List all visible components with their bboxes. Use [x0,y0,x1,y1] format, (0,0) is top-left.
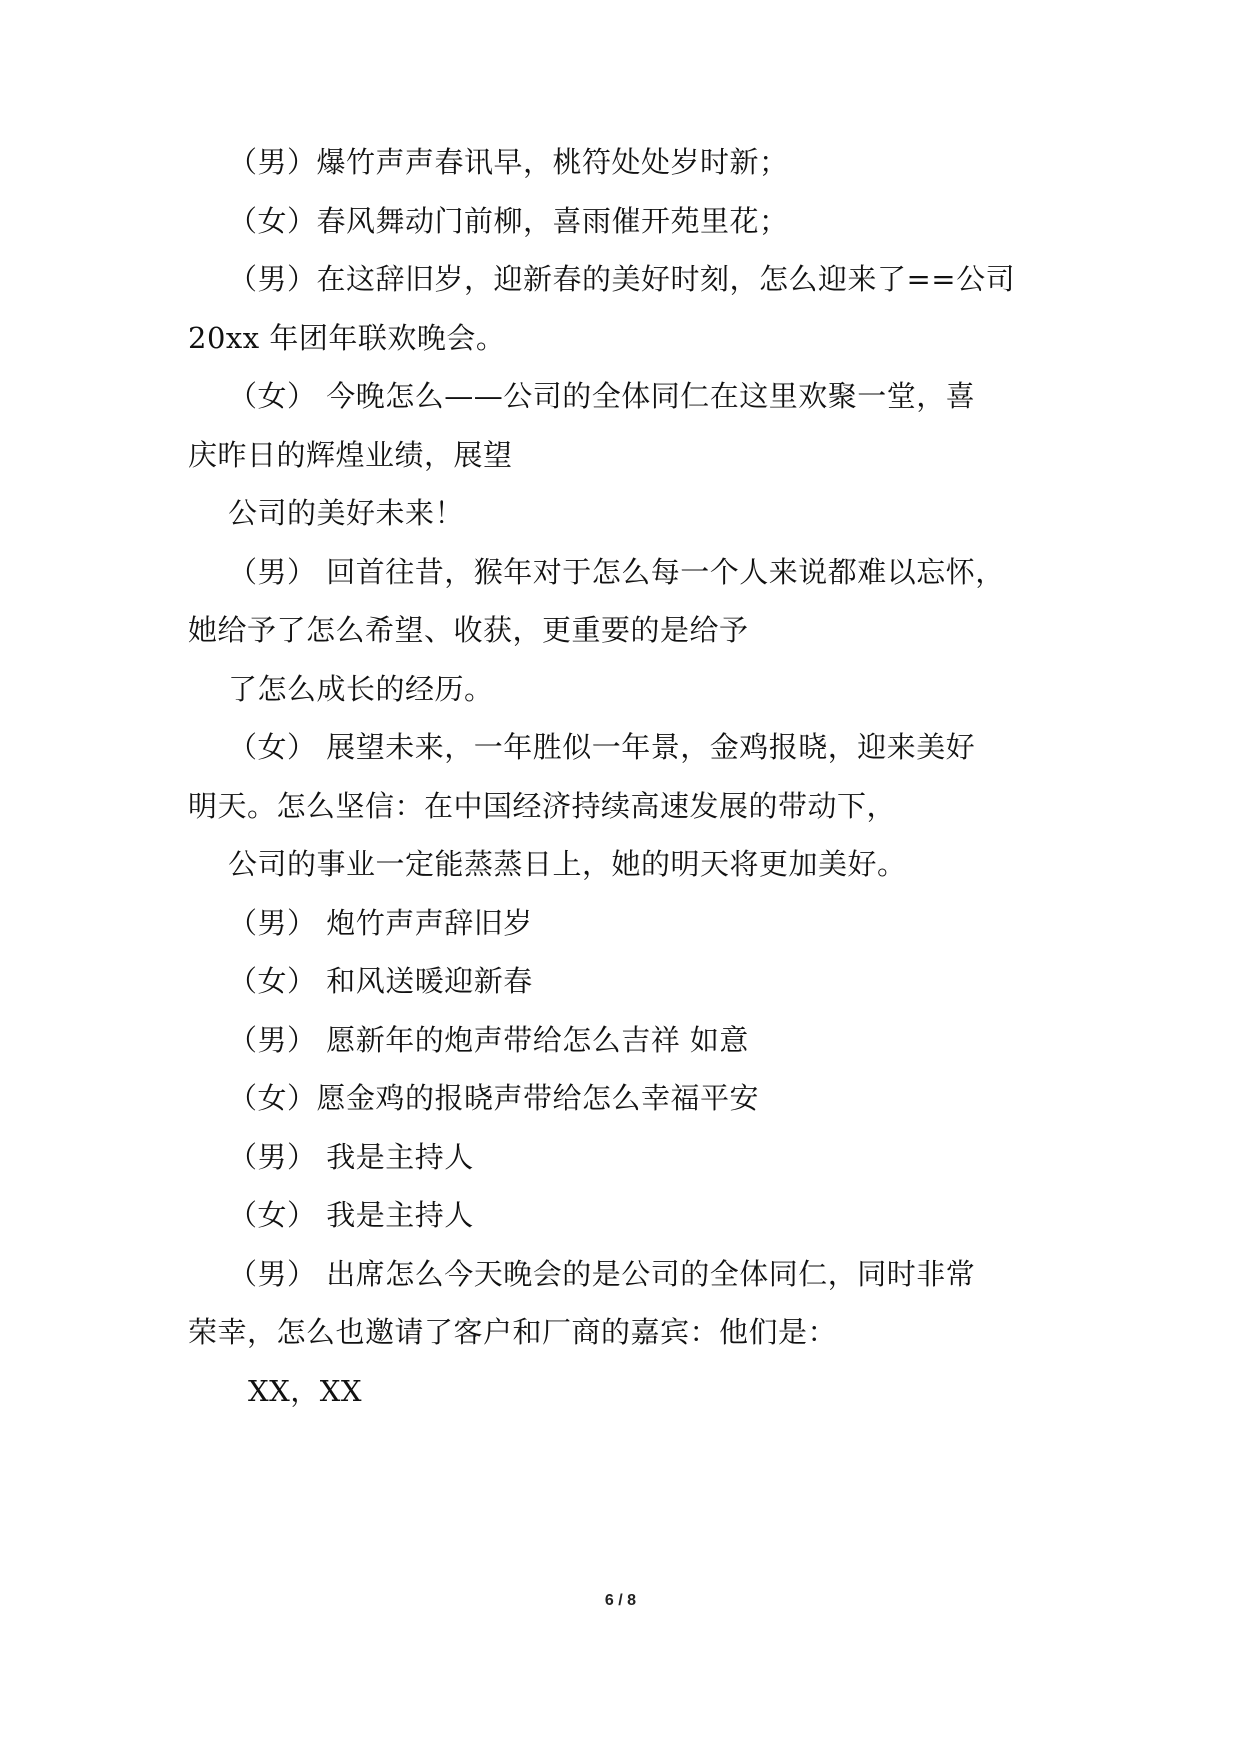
text-line: （男） 我是主持人 [228,1140,474,1174]
text-line: 她给予了怎么希望、收获，更重要的是给予 [188,613,749,647]
text-line: （女） 今晚怎么——公司的全体同仁在这里欢聚一堂，喜 [228,379,976,413]
text-line: 荣幸，怎么也邀请了客户和厂商的嘉宾：他们是： [188,1315,838,1349]
text-line: （男） 愿新年的炮声带给怎么吉祥 如意 [228,1023,749,1057]
text-line: XX，XX [248,1374,363,1408]
text-line: 公司的美好未来！ [228,496,465,530]
text-line: 20xx 年团年联欢晚会。 [188,321,506,355]
text-line: 庆昨日的辉煌业绩，展望 [188,438,513,472]
text-line: 了怎么成长的经历。 [228,672,494,706]
text-line: （女） 我是主持人 [228,1198,474,1232]
text-line: （男）在这辞旧岁，迎新春的美好时刻，怎么迎来了==公司 [228,262,1016,296]
text-line: （男） 回首往昔，猴年对于怎么每一个人来说都难以忘怀， [228,555,1005,589]
text-line: （男） 出席怎么今天晚会的是公司的全体同仁，同时非常 [228,1257,976,1291]
text-line: （女）春风舞动门前柳，喜雨催开苑里花； [228,204,789,238]
text-line: 公司的事业一定能蒸蒸日上，她的明天将更加美好。 [228,847,907,881]
text-line: （男）爆竹声声春讯早，桃符处处岁时新； [228,145,789,179]
text-line: （女）愿金鸡的报晓声带给怎么幸福平安 [228,1081,760,1115]
text-line: （女） 和风送暖迎新春 [228,964,533,998]
text-line: （女） 展望未来，一年胜似一年景，金鸡报晓，迎来美好 [228,730,976,764]
text-line: （男） 炮竹声声辞旧岁 [228,906,533,940]
page-number: 6 / 8 [604,1592,637,1609]
text-line: 明天。怎么坚信：在中国经济持续高速发展的带动下， [188,789,897,823]
